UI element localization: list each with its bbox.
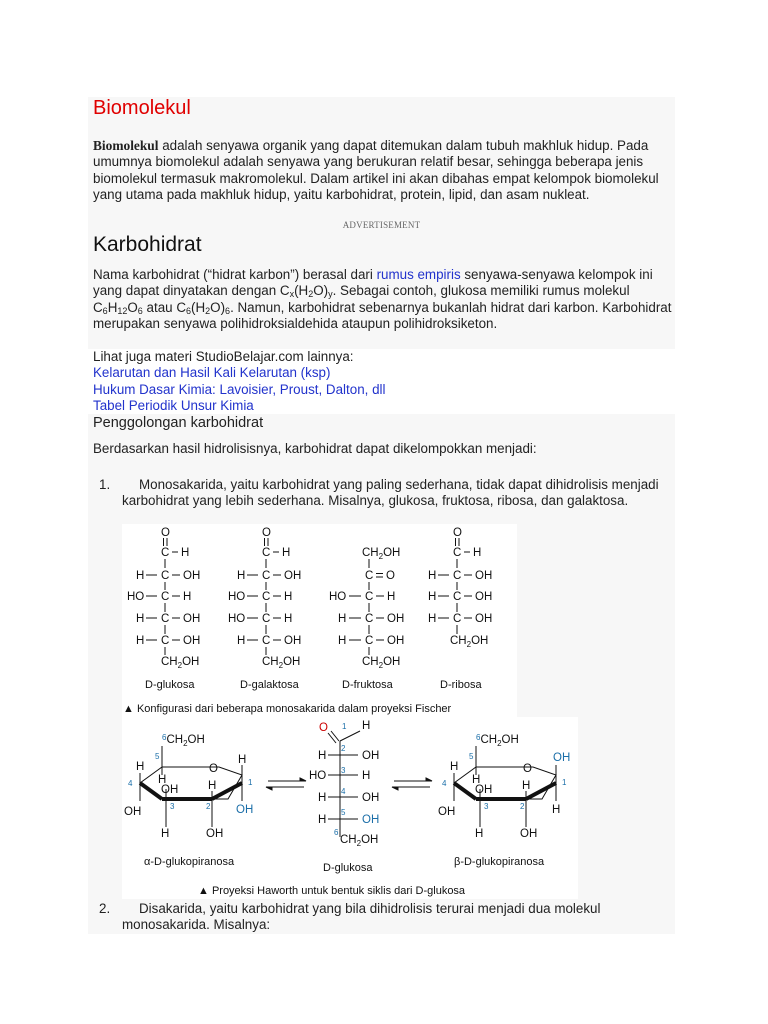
list-item bbox=[99, 901, 679, 934]
intro-bold-term: Biomolekul bbox=[93, 138, 159, 153]
svg-text:OH: OH bbox=[206, 828, 224, 840]
svg-text:O: O bbox=[523, 763, 532, 775]
svg-text:C: C bbox=[365, 613, 374, 625]
svg-text:C: C bbox=[365, 570, 374, 582]
svg-text:C: C bbox=[161, 547, 170, 559]
svg-text:H: H bbox=[475, 828, 484, 840]
svg-text:C: C bbox=[262, 547, 271, 559]
fischer-label: D-ribosa bbox=[440, 679, 482, 691]
svg-text:H: H bbox=[428, 570, 437, 582]
fischer-figure bbox=[122, 524, 517, 720]
svg-text:OH: OH bbox=[161, 784, 179, 796]
svg-text:OH: OH bbox=[183, 613, 201, 625]
svg-text:C: C bbox=[453, 591, 462, 603]
svg-text:H: H bbox=[284, 591, 293, 603]
svg-text:C: C bbox=[365, 591, 374, 603]
subsection-title-penggolongan: Penggolongan karbohidrat bbox=[93, 415, 264, 431]
intro-paragraph bbox=[93, 138, 678, 203]
svg-text:H: H bbox=[428, 591, 437, 603]
svg-text:5: 5 bbox=[341, 808, 346, 817]
svg-text:CH2OH: $CH_2OH$ bbox=[450, 635, 489, 649]
svg-text:OH: OH bbox=[284, 635, 302, 647]
svg-text:OH: OH bbox=[284, 570, 302, 582]
svg-text:H: H bbox=[238, 754, 247, 766]
fischer-caption: ▲ Konfigurasi dari beberapa monosakarida dalam proyeksi Fischer bbox=[123, 703, 452, 715]
page-title: Biomolekul bbox=[93, 97, 191, 119]
svg-text:H: H bbox=[473, 547, 482, 559]
svg-text:OH: OH bbox=[475, 570, 493, 582]
svg-text:CH2OH: $CH_2OH$ bbox=[340, 834, 379, 848]
svg-text:C: C bbox=[453, 613, 462, 625]
svg-text:H: H bbox=[387, 591, 396, 603]
fischer-label: D-galaktosa bbox=[240, 679, 299, 691]
karbohidrat-paragraph: Nama karbohidrat (“hidrat karbon”) berasal dari rumus empiris senyawa-senyawa kelompok ini yang dapat dinyatakan dengan $C_x(H_2O)_y$. Sebagai contoh, glukosa memiliki rumus molekul $C_6H_{12}O_6$ atau $C_6(H_2O)_6$. Namun, karbohidrat sebenarnya bukanlah hidrat dari karbon. Karbohidrat merupakan senyawa polihidroksialdehida ataupun polihidroksiketon. bbox=[93, 267, 672, 331]
fischer-label: D-glukosa bbox=[145, 679, 195, 691]
svg-text:C: C bbox=[161, 635, 170, 647]
svg-text:3: 3 bbox=[341, 766, 346, 775]
svg-text:C: C bbox=[262, 591, 271, 603]
link-tabel-periodik[interactable]: Tabel Periodik Unsur Kimia bbox=[93, 397, 254, 413]
svg-text:HO: HO bbox=[309, 770, 327, 782]
svg-text:CH2OH: $CH_2OH$ bbox=[362, 656, 401, 670]
svg-text:HO: HO bbox=[228, 613, 246, 625]
svg-text:1: 1 bbox=[562, 778, 567, 787]
svg-text:OH: OH bbox=[124, 806, 142, 818]
svg-text:2: 2 bbox=[341, 744, 346, 753]
intro-text: adalah senyawa organik yang dapat ditemukan dalam tubuh makhluk hidup. Pada umumnya biomolekul adalah senyawa yang berukuran relatif besar, sehingga beberapa jenis biomolekul termasuk makromolekul. Dalam artikel ini akan dibahas empat kelompok biomolekul yang utama pada makhluk hidup, yaitu karbohidrat, protein, lipid, dan asam nukleat. bbox=[93, 138, 659, 202]
svg-text:CH2OH: $CH_2OH$ bbox=[161, 656, 200, 670]
svg-text:H: H bbox=[318, 814, 327, 826]
svg-text:H: H bbox=[284, 613, 293, 625]
svg-text:C: C bbox=[262, 570, 271, 582]
svg-text:C: C bbox=[161, 613, 170, 625]
svg-text:4: 4 bbox=[128, 779, 133, 788]
svg-text:H: H bbox=[472, 774, 481, 786]
svg-text:H: H bbox=[282, 547, 291, 559]
see-also-label: Lihat juga materi StudioBelajar.com lainnya: bbox=[93, 349, 354, 364]
svg-text:H: H bbox=[318, 792, 327, 804]
svg-text:1: 1 bbox=[342, 722, 347, 731]
haworth-label-alpha: α-D-glukopiranosa bbox=[144, 856, 235, 868]
svg-text:CH2OH: $CH_2OH$ bbox=[362, 547, 401, 561]
list-number: 2. bbox=[99, 901, 111, 916]
svg-text:OH: OH bbox=[475, 591, 493, 603]
svg-text:O: O bbox=[262, 527, 271, 539]
section-title-karbohidrat: Karbohidrat bbox=[93, 233, 202, 256]
penggolongan-intro: Berdasarkan hasil hidrolisisnya, karbohidrat dapat dikelompokkan menjadi: bbox=[93, 441, 537, 456]
svg-text:C: C bbox=[453, 570, 462, 582]
svg-text:H: H bbox=[362, 770, 371, 782]
svg-text:H: H bbox=[237, 635, 246, 647]
advertisement-label: ADVERTISEMENT bbox=[342, 220, 421, 230]
svg-text:OH: OH bbox=[183, 635, 201, 647]
svg-text:H: H bbox=[136, 761, 145, 773]
svg-text:OH: OH bbox=[362, 750, 380, 762]
svg-text:3: 3 bbox=[170, 802, 175, 811]
svg-text:5: 5 bbox=[155, 752, 160, 761]
svg-text:H: H bbox=[136, 613, 145, 625]
svg-text:C: C bbox=[453, 547, 462, 559]
link-kelarutan[interactable]: Kelarutan dan Hasil Kali Kelarutan (ksp) bbox=[93, 365, 331, 381]
svg-text:OH: OH bbox=[362, 792, 380, 804]
svg-text:5: 5 bbox=[469, 752, 474, 761]
svg-text:2: 2 bbox=[206, 802, 211, 811]
svg-text:O: O bbox=[386, 570, 395, 582]
haworth-label-beta: β-D-glukopiranosa bbox=[454, 856, 545, 868]
svg-text:CH2OH: $CH_2OH$ bbox=[262, 656, 301, 670]
svg-text:4: 4 bbox=[442, 779, 447, 788]
svg-text:C: C bbox=[365, 635, 374, 647]
svg-text:OH: OH bbox=[183, 570, 201, 582]
svg-text:6CH2OH: $^6CH_2OH$ bbox=[476, 733, 519, 748]
svg-text:6: 6 bbox=[334, 828, 339, 837]
svg-text:H: H bbox=[338, 635, 347, 647]
haworth-caption: ▲ Proyeksi Haworth untuk bentuk siklis dari D-glukosa bbox=[198, 885, 466, 897]
svg-text:H: H bbox=[208, 780, 217, 792]
svg-text:O: O bbox=[319, 722, 328, 734]
link-hukum-dasar-kimia[interactable]: Hukum Dasar Kimia: Lavoisier, Proust, Dalton, dll bbox=[93, 381, 386, 397]
svg-text:H: H bbox=[338, 613, 347, 625]
svg-text:H: H bbox=[552, 804, 561, 816]
svg-text:H: H bbox=[428, 613, 437, 625]
list-item bbox=[99, 477, 679, 510]
svg-text:HO: HO bbox=[127, 591, 145, 603]
svg-text:HO: HO bbox=[329, 591, 347, 603]
svg-text:H: H bbox=[158, 774, 167, 786]
svg-text:1: 1 bbox=[248, 778, 253, 787]
svg-text:HO: HO bbox=[228, 591, 246, 603]
svg-text:OH: OH bbox=[553, 752, 571, 764]
svg-text:6CH2OH: $^6CH_2OH$ bbox=[162, 733, 205, 748]
svg-text:2: 2 bbox=[520, 802, 525, 811]
svg-text:OH: OH bbox=[387, 635, 405, 647]
svg-text:3: 3 bbox=[484, 802, 489, 811]
svg-text:OH: OH bbox=[236, 804, 254, 816]
svg-text:C: C bbox=[161, 591, 170, 603]
svg-text:O: O bbox=[209, 763, 218, 775]
fischer-label: D-fruktosa bbox=[342, 679, 393, 691]
svg-text:OH: OH bbox=[475, 784, 493, 796]
svg-text:OH: OH bbox=[520, 828, 538, 840]
svg-text:H: H bbox=[161, 828, 170, 840]
svg-text:H: H bbox=[522, 780, 531, 792]
list-text: Monosakarida, yaitu karbohidrat yang paling sederhana, tidak dapat dihidrolisis menjadi karbohidrat yang lebih sederhana. Misalnya, glukosa, fruktosa, ribosa, dan galaktosa. bbox=[122, 477, 659, 509]
haworth-label-open: D-glukosa bbox=[323, 862, 373, 874]
link-rumus-empiris[interactable]: rumus empiris bbox=[376, 267, 461, 282]
see-also bbox=[93, 349, 385, 414]
svg-text:C: C bbox=[262, 635, 271, 647]
svg-text:OH: OH bbox=[387, 613, 405, 625]
haworth-figure bbox=[122, 717, 578, 899]
svg-text:OH: OH bbox=[438, 806, 456, 818]
svg-text:H: H bbox=[136, 635, 145, 647]
svg-text:H: H bbox=[183, 591, 192, 603]
list-number: 1. bbox=[99, 477, 111, 492]
svg-text:H: H bbox=[136, 570, 145, 582]
svg-text:H: H bbox=[362, 720, 371, 732]
svg-text:H: H bbox=[237, 570, 246, 582]
svg-text:OH: OH bbox=[475, 613, 493, 625]
svg-text:4: 4 bbox=[341, 787, 346, 796]
svg-text:O: O bbox=[161, 527, 170, 539]
svg-text:O: O bbox=[453, 527, 462, 539]
svg-text:C: C bbox=[161, 570, 170, 582]
svg-text:H: H bbox=[181, 547, 190, 559]
list-text: Disakarida, yaitu karbohidrat yang bila dihidrolisis terurai menjadi dua molekul monosakarida. Misalnya: bbox=[122, 901, 601, 933]
svg-text:H: H bbox=[318, 750, 327, 762]
svg-text:OH: OH bbox=[362, 814, 380, 826]
svg-text:H: H bbox=[450, 761, 459, 773]
svg-text:C: C bbox=[262, 613, 271, 625]
